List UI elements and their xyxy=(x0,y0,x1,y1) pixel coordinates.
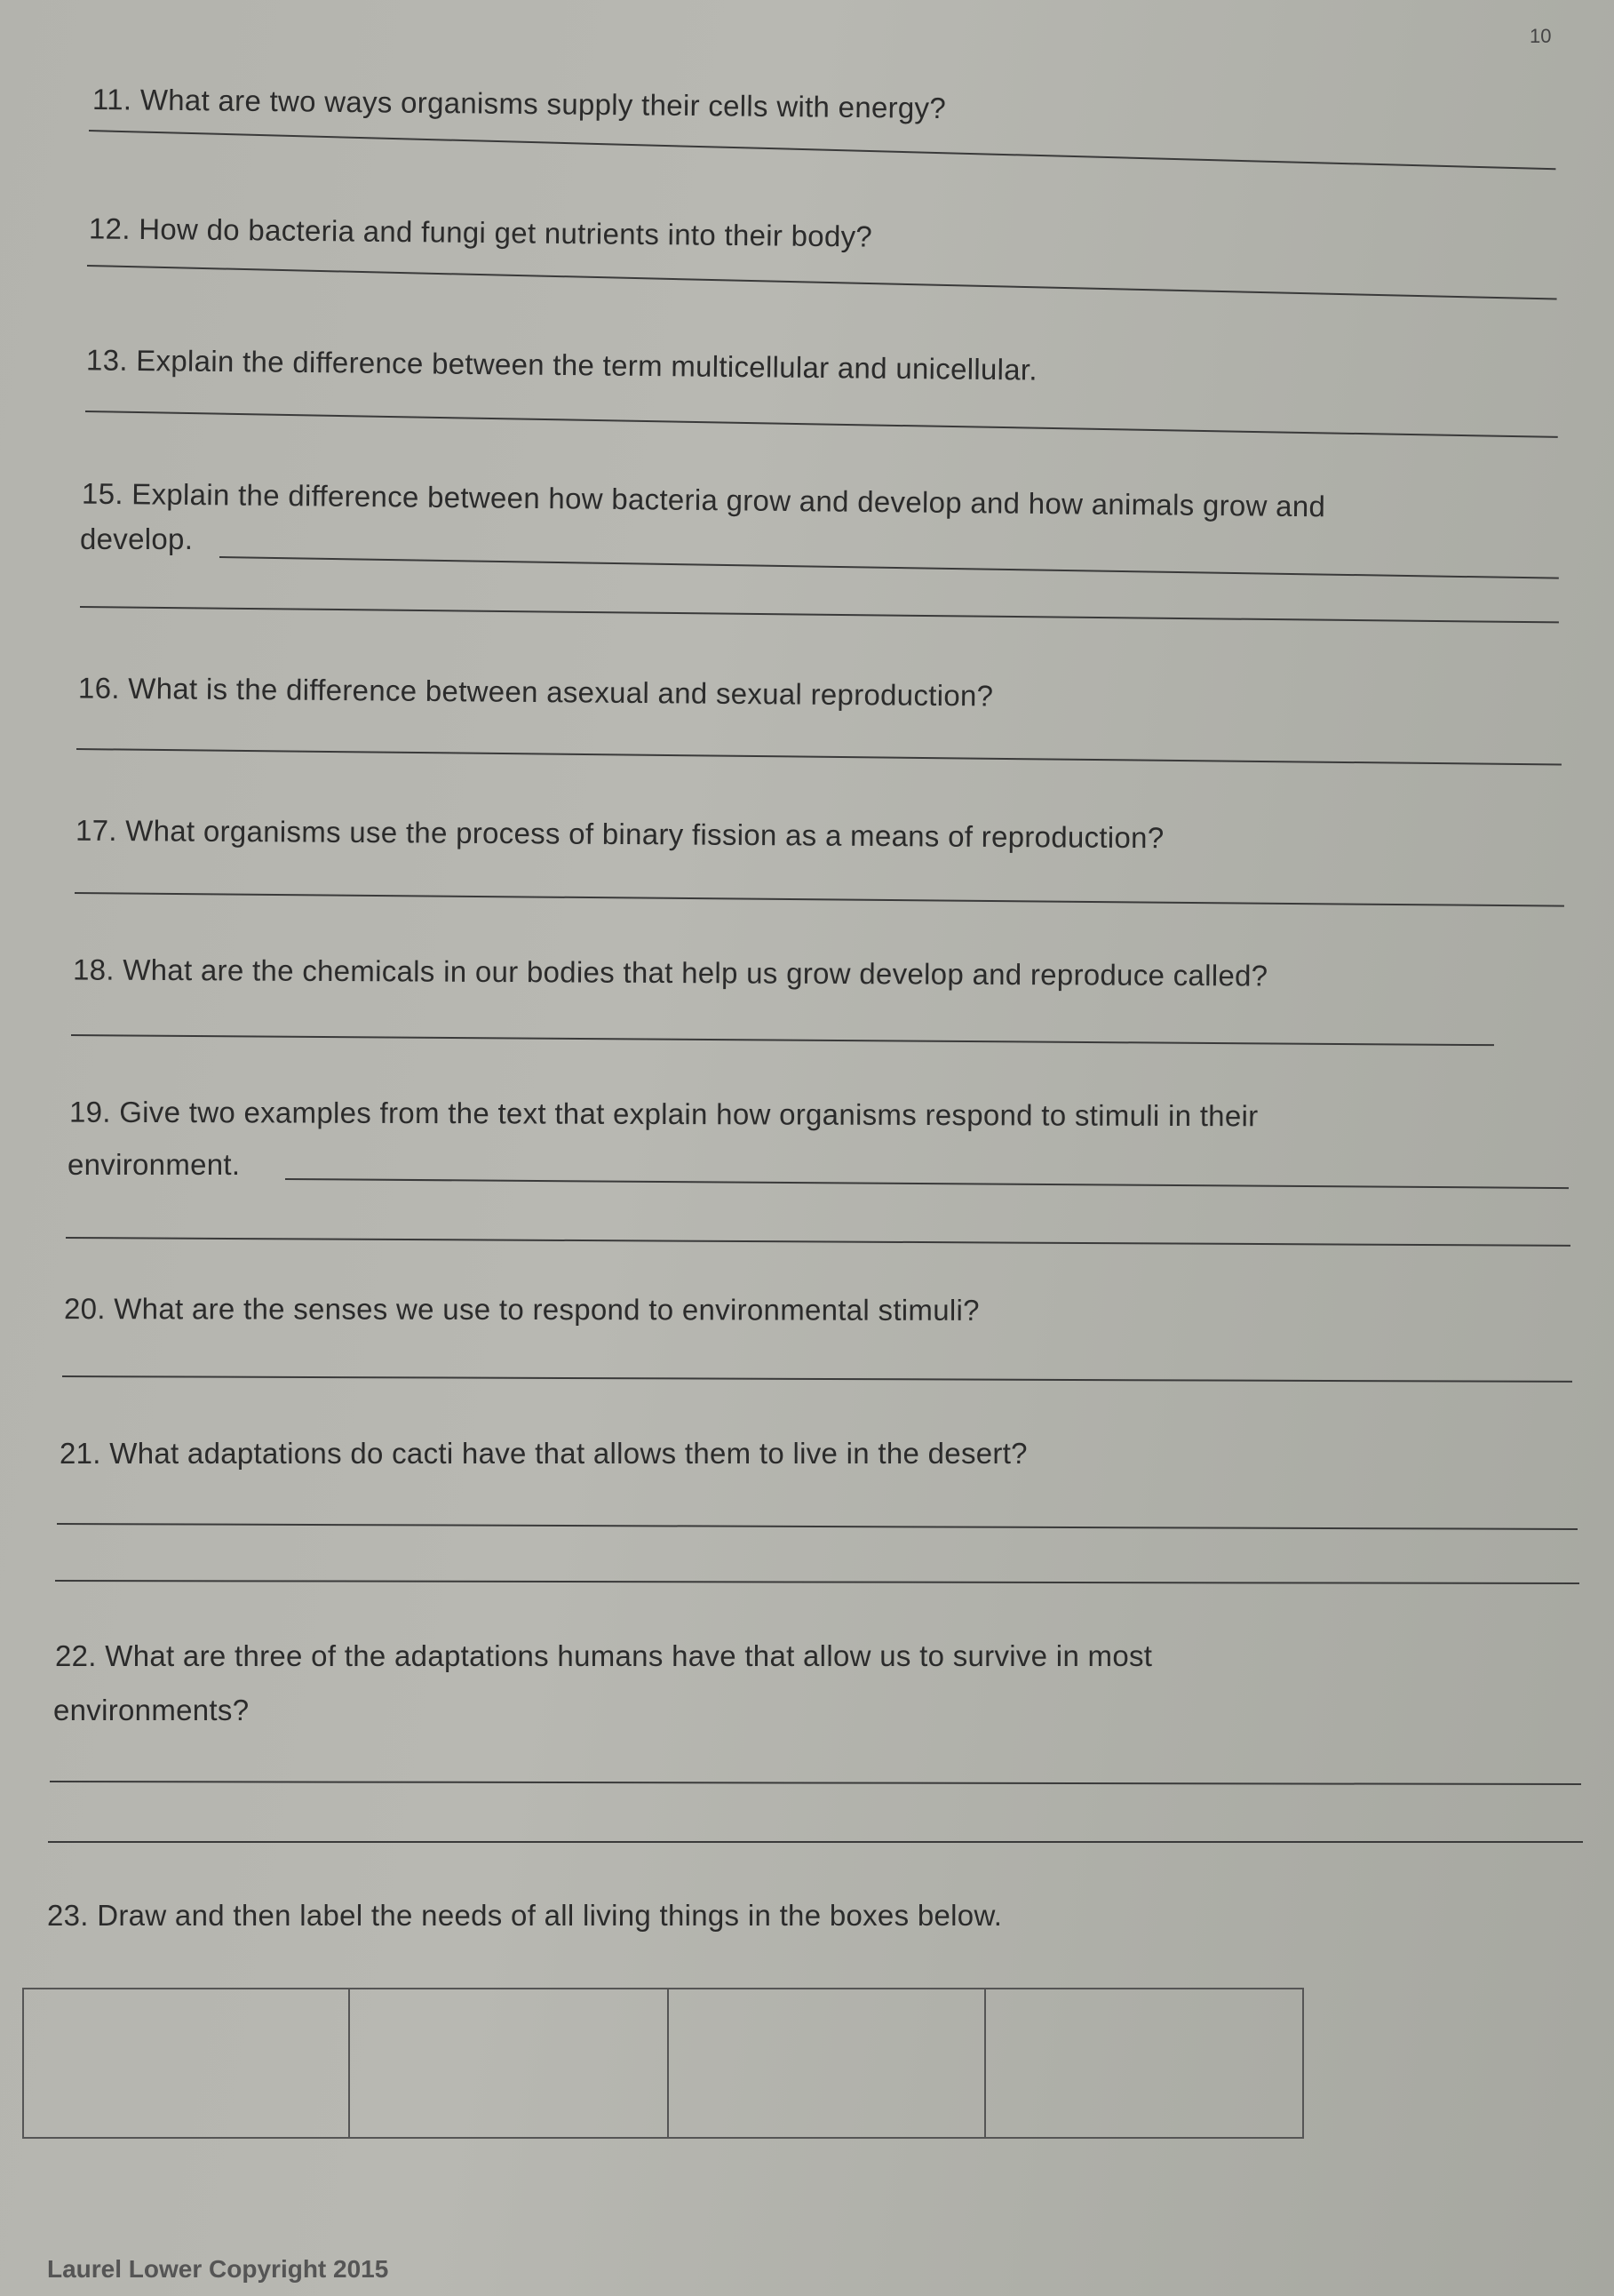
answer-line[interactable] xyxy=(85,411,1558,438)
question-13: 13. Explain the difference between the term multicellular and unicellular. xyxy=(85,343,1038,387)
answer-line[interactable] xyxy=(89,130,1555,170)
answer-line[interactable] xyxy=(87,265,1557,300)
question-12: 12. How do bacteria and fungi get nutrients into their body? xyxy=(88,211,873,253)
drawing-box-2[interactable] xyxy=(348,1988,669,2139)
question-18: 18. What are the chemicals in our bodies that help us grow develop and reproduce called? xyxy=(72,953,1268,993)
question-22: 22. What are three of the adaptations humans have that allow us to survive in most xyxy=(55,1639,1153,1672)
answer-line[interactable] xyxy=(71,1034,1494,1046)
answer-line[interactable] xyxy=(57,1523,1578,1530)
question-19: 19. Give two examples from the text that explain how organisms respond to stimuli in their xyxy=(68,1095,1259,1133)
answer-line[interactable] xyxy=(55,1580,1579,1584)
question-23: 23. Draw and then label the needs of all living things in the boxes below. xyxy=(47,1899,1003,1932)
answer-line[interactable] xyxy=(80,606,1559,623)
answer-line[interactable] xyxy=(285,1178,1569,1189)
question-21: 21. What adaptations do cacti have that allows them to live in the desert? xyxy=(60,1437,1028,1470)
question-20: 20. What are the senses we use to respond to environmental stimuli? xyxy=(63,1292,980,1327)
copyright-footer: Laurel Lower Copyright 2015 xyxy=(47,2255,389,2283)
page-number: 10 xyxy=(1530,25,1552,47)
drawing-box-3[interactable] xyxy=(667,1988,986,2139)
answer-line[interactable] xyxy=(48,1841,1583,1843)
question-17: 17. What organisms use the process of binary fission as a means of reproduction? xyxy=(75,813,1165,855)
question-22-cont: environments? xyxy=(53,1694,250,1726)
answer-line[interactable] xyxy=(50,1781,1581,1785)
question-15-cont: develop. xyxy=(80,522,194,555)
question-19-cont: environment. xyxy=(68,1148,241,1181)
answer-line[interactable] xyxy=(62,1375,1572,1383)
answer-line[interactable] xyxy=(66,1237,1570,1247)
drawing-box-1[interactable] xyxy=(22,1988,350,2139)
question-15: 15. Explain the difference between how bacteria grow and develop and how animals grow and xyxy=(81,476,1326,523)
question-16: 16. What is the difference between asexual and sexual reproduction? xyxy=(77,671,994,713)
answer-line[interactable] xyxy=(75,892,1564,907)
answer-line[interactable] xyxy=(76,748,1562,766)
question-11: 11. What are two ways organisms supply their cells with energy? xyxy=(91,82,947,125)
answer-line[interactable] xyxy=(219,556,1559,579)
drawing-box-4[interactable] xyxy=(984,1988,1304,2139)
